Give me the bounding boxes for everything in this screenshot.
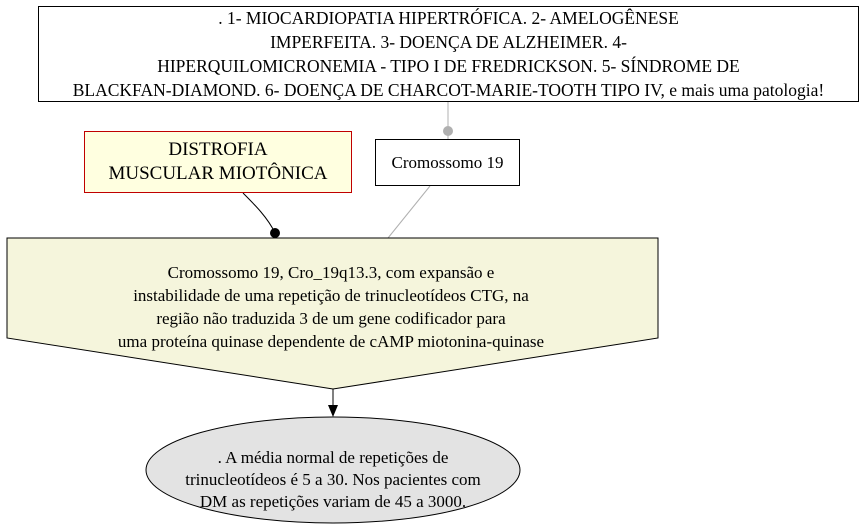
pathologies-line: BLACKFAN-DIAMOND. 6- DOENÇA DE CHARCOT-MARIE-TOOTH TIPO IV, e mais uma patologia! [72, 80, 825, 100]
disease-box [84, 131, 352, 193]
edge-dot-black [270, 228, 280, 238]
repeats-line: trinucleotídeos é 5 a 30. Nos pacientes com [185, 470, 481, 489]
repeats-line: DM as repetições variam de 45 a 3000. [199, 492, 467, 511]
pathologies-text [73, 6, 825, 102]
gene-line: Cromossomo 19, Cro_19q13.3, com expansão e [167, 263, 495, 282]
pathologies-line: IMPERFEITA. 3- DOENÇA DE ALZHEIMER. 4- [270, 32, 627, 52]
repeats-note [150, 438, 516, 522]
arrowhead [328, 405, 338, 417]
pathologies-line: HIPERQUILOMICRONEMIA - TIPO I DE FREDRICKSON. 5- SÍNDROME DE [157, 56, 740, 76]
pathologies-box [38, 6, 859, 102]
disease-line: MUSCULAR MIOTÔNICA [108, 163, 328, 184]
edge-dot-gray [443, 126, 453, 136]
gene-description-text [118, 261, 544, 353]
edge-chromosome-to-main [388, 186, 430, 238]
repeats-note-text [185, 447, 481, 513]
repeats-line: . A média normal de repetições de [217, 448, 449, 467]
chromosome-label: Cromossomo 19 [391, 152, 504, 172]
pathologies-line: . 1- MIOCARDIOPATIA HIPERTRÓFICA. 2- AMELOGÊNESE [218, 8, 679, 28]
edge-disease-to-main [243, 193, 275, 233]
chromosome-box [375, 139, 520, 186]
gene-line: uma proteína quinase dependente de cAMP miotonina-quinase [117, 332, 545, 351]
gene-line: instabilidade de uma repetição de trinucleotídeos CTG, na [133, 286, 529, 305]
gene-line: região não traduzida 3 de um gene codificador para [156, 309, 506, 328]
gene-description [40, 252, 622, 362]
disease-line: DISTROFIA [168, 139, 268, 160]
disease-text [108, 138, 327, 186]
